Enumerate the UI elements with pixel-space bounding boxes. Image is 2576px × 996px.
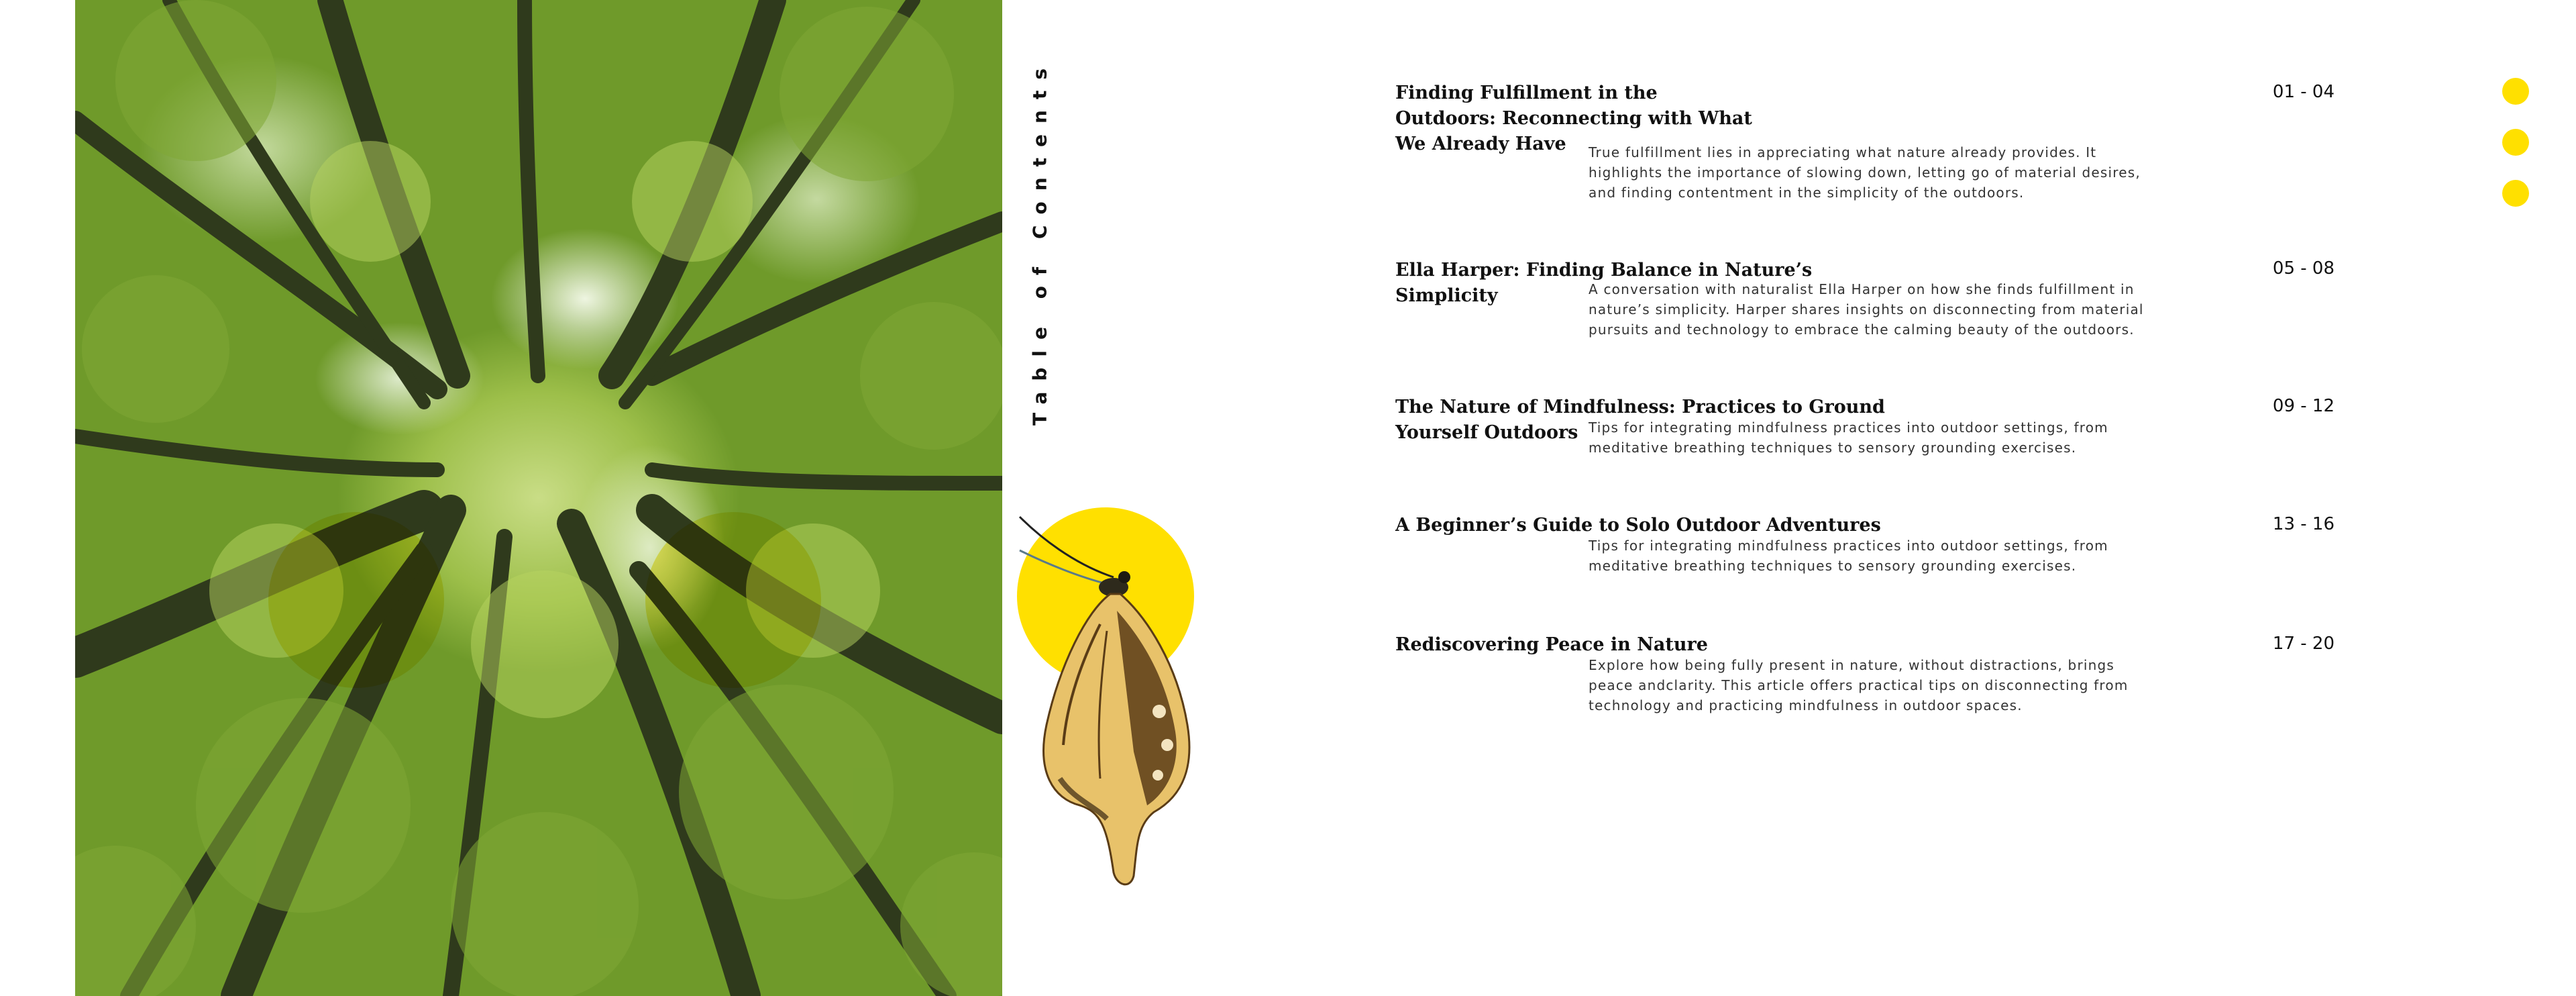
desc-line: pursuits and technology to embrace the calming beauty of the outdoors. <box>1589 321 2135 338</box>
toc-entry-3-pages: 09 - 12 <box>2272 396 2334 416</box>
yellow-overlay-circle-right <box>645 512 821 688</box>
toc-entry-3-description <box>1589 417 2108 458</box>
toc-entry-2-pages: 05 - 08 <box>2272 258 2334 279</box>
yellow-dot-1 <box>2502 78 2529 105</box>
desc-line: Tips for integrating mindfulness practices into outdoor settings, from <box>1589 538 2108 554</box>
toc-entry-5-title-line: Rediscovering Peace in Nature <box>1395 634 1708 655</box>
desc-line: Explore how being fully present in nature, without distractions, brings <box>1589 657 2115 673</box>
desc-line: peace andclarity. This article offers practical tips on disconnecting from <box>1589 677 2129 693</box>
toc-entry-3-title-line: Yourself Outdoors <box>1395 422 1578 443</box>
tree-trunks-illustration <box>75 0 1002 996</box>
toc-entry-3-title-line: The Nature of Mindfulness: Practices to Ground <box>1395 397 1885 417</box>
desc-line: A conversation with naturalist Ella Harper on how she finds fulfillment in <box>1589 281 2135 297</box>
toc-entry-1-description <box>1589 142 2141 203</box>
desc-line: Tips for integrating mindfulness practices into outdoor settings, from <box>1589 419 2108 436</box>
toc-entry-1-title-line: Outdoors: Reconnecting with What <box>1395 108 1752 129</box>
desc-line: True fulfillment lies in appreciating what nature already provides. It <box>1589 144 2097 160</box>
toc-entry-4-pages: 13 - 16 <box>2272 514 2334 534</box>
toc-entry-5-description <box>1589 655 2129 715</box>
forest-canopy-photo <box>75 0 1002 996</box>
toc-vertical-heading <box>1020 57 1060 426</box>
desc-line: meditative breathing techniques to sensory grounding exercises. <box>1589 558 2077 574</box>
desc-line: highlights the importance of slowing down, letting go of material desires, <box>1589 164 2141 181</box>
yellow-dot-3 <box>2502 180 2529 207</box>
toc-entry-2-description <box>1589 279 2144 340</box>
toc-entry-2-title-line: Ella Harper: Finding Balance in Nature’s <box>1395 260 1813 281</box>
toc-entry-2-title-line: Simplicity <box>1395 285 1498 306</box>
toc-entry-1-pages: 01 - 04 <box>2272 82 2334 102</box>
desc-line: and finding contentment in the simplicity of the outdoors. <box>1589 185 2025 201</box>
toc-entry-4-title-line: A Beginner’s Guide to Solo Outdoor Adventures <box>1395 515 1881 536</box>
desc-line: nature’s simplicity. Harper shares insights on disconnecting from material <box>1589 301 2144 317</box>
toc-entry-4-title[interactable] <box>1395 513 1881 538</box>
toc-entry-5-title[interactable] <box>1395 632 1708 658</box>
toc-heading-text: Table of Contents <box>1028 57 1051 426</box>
toc-entry-1-title-line: We Already Have <box>1395 134 1566 154</box>
butterfly-illustration <box>1000 510 1201 899</box>
toc-entry-1-title-line: Finding Fulfillment in the <box>1395 83 1658 103</box>
toc-entry-5-pages: 17 - 20 <box>2272 634 2334 654</box>
desc-line: meditative breathing techniques to sensory grounding exercises. <box>1589 440 2077 456</box>
yellow-overlay-circle-left <box>268 512 444 688</box>
desc-line: technology and practicing mindfulness in outdoor spaces. <box>1589 697 2023 713</box>
yellow-dot-2 <box>2502 129 2529 156</box>
toc-entry-4-description <box>1589 536 2108 576</box>
